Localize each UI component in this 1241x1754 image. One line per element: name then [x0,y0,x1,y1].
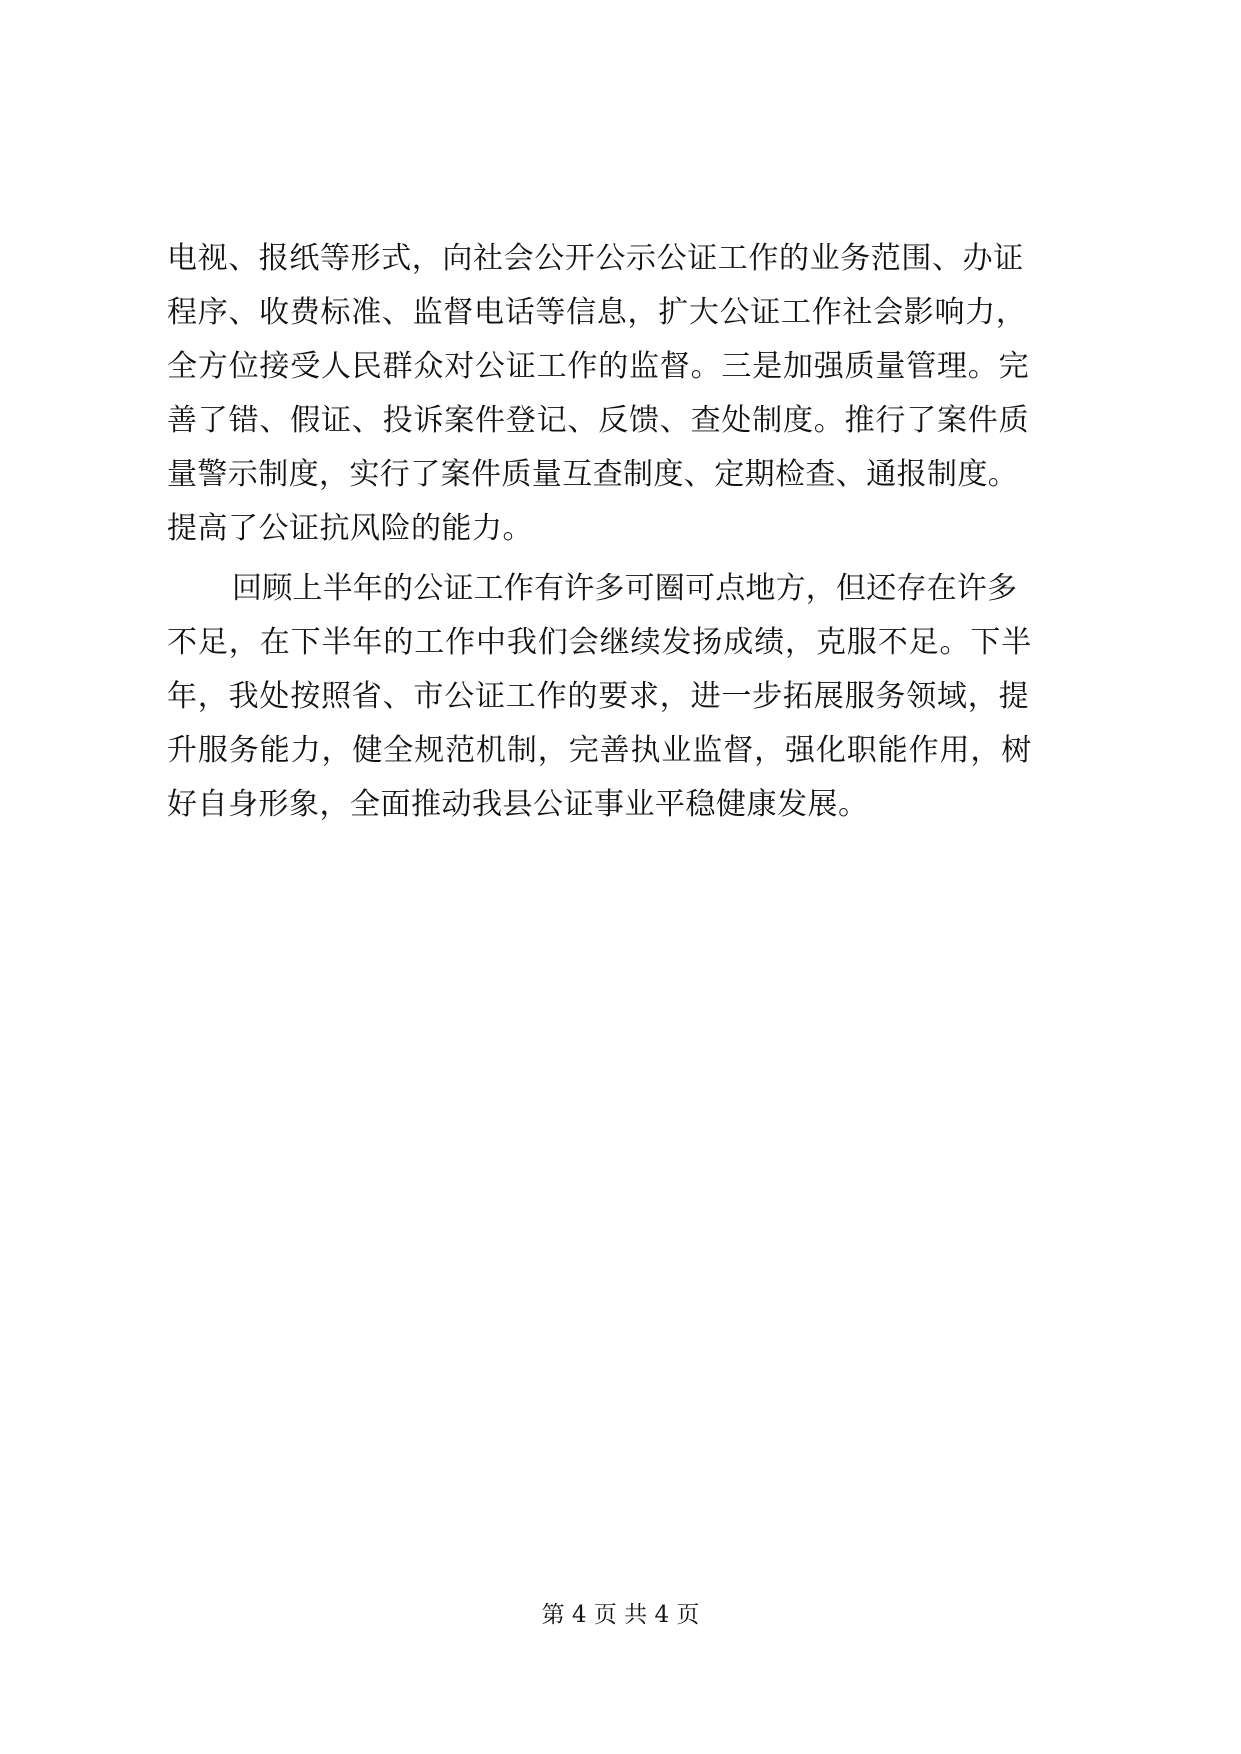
text-line: 回顾上半年的公证工作有许多可圈可点地方，但还存在许多 [232,571,1018,606]
paragraph-2 [167,562,1087,832]
page-number-footer: 第 4 页 共 4 页 [541,1602,700,1628]
text-line: 提高了公证抗风险的能力。 [167,511,533,546]
text-line: 善了错、假证、投诉案件登记、反馈、查处制度。推行了案件质 [167,403,1030,438]
text-line: 升服务能力，健全规范机制，完善执业监督，强化职能作用，树 [167,733,1033,768]
text-line: 量警示制度，实行了案件质量互查制度、定期检查、通报制度。 [167,457,1019,492]
text-line: 电视、报纸等形式，向社会公开公示公证工作的业务范围、办证 [167,241,1024,276]
document-body [167,232,1087,832]
text-line: 程序、收费标准、监督电话等信息，扩大公证工作社会影响力， [167,295,1027,330]
paragraph-1 [167,232,1087,556]
text-line: 不足，在下半年的工作中我们会继续发扬成绩，克服不足。下半 [167,625,1033,660]
text-line: 全方位接受人民群众对公证工作的监督。三是加强质量管理。完 [167,349,1030,384]
text-line: 好自身形象，全面推动我县公证事业平稳健康发展。 [167,787,869,822]
text-line: 年，我处按照省、市公证工作的要求，进一步拓展服务领域，提 [167,679,1030,714]
